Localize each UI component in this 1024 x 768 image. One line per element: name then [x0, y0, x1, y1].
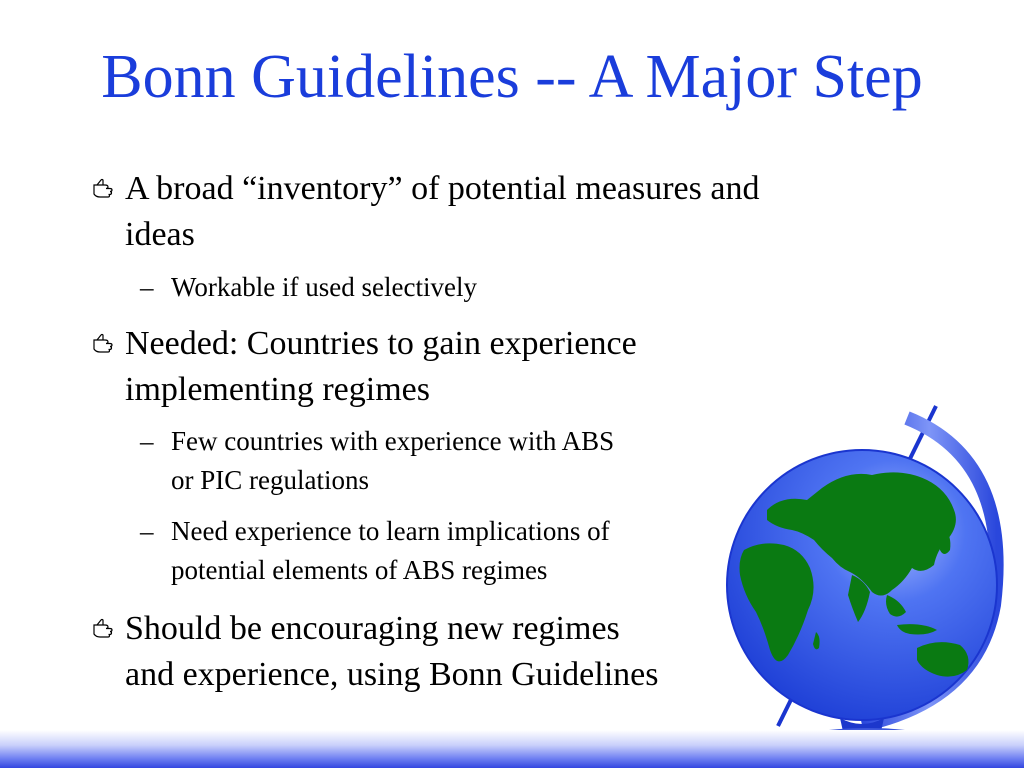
footer-gradient-band	[0, 730, 1024, 768]
pointing-hand-icon	[92, 616, 116, 640]
sub-dash: –	[140, 426, 154, 456]
bullet-line: and experience, using Bonn Guidelines	[125, 656, 659, 693]
bullet-line: implementing regimes	[125, 371, 430, 408]
bullet-item-1	[125, 166, 925, 258]
sub-bullet-2-2	[171, 512, 610, 590]
pointing-hand-icon	[92, 176, 116, 200]
pointing-hand-icon	[92, 331, 116, 355]
bullet-line: Should be encouraging new regimes	[125, 610, 620, 647]
sub-bullet-2-1	[171, 422, 614, 500]
sub-bullet-line: potential elements of ABS regimes	[171, 555, 548, 585]
bullet-line: ideas	[125, 216, 195, 253]
sub-bullet-line: Few countries with experience with ABS	[171, 426, 615, 456]
slide-title: Bonn Guidelines -- A Major Step	[101, 43, 923, 111]
sub-bullet-1-1	[171, 268, 477, 307]
sub-bullet-line: or PIC regulations	[171, 465, 369, 495]
sub-dash: –	[140, 272, 154, 302]
sub-dash: –	[140, 516, 154, 546]
sub-bullet-line: Need experience to learn implications of	[171, 516, 610, 546]
bullet-line: A broad “inventory” of potential measures and	[125, 170, 760, 207]
bullet-line: Needed: Countries to gain experience	[125, 325, 637, 362]
sub-bullet-line: Workable if used selectively	[171, 272, 477, 302]
globe-icon	[722, 400, 1022, 760]
